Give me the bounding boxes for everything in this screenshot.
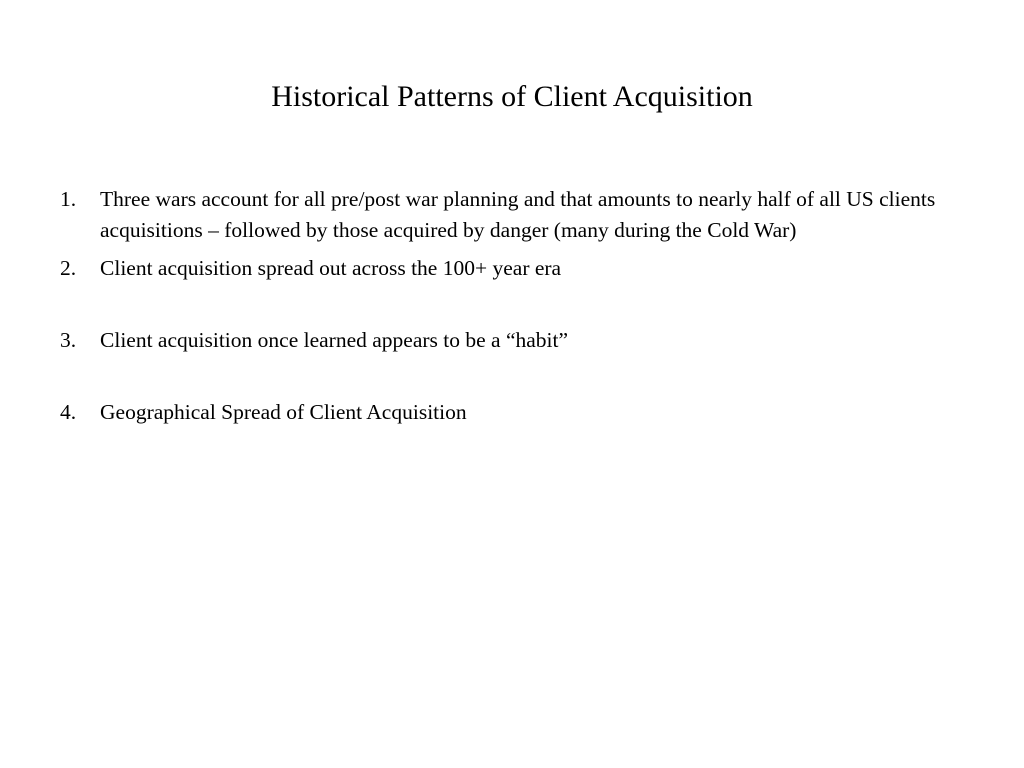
list-item [60, 253, 970, 284]
list-item [60, 325, 970, 356]
slide-title: Historical Patterns of Client Acquisition [271, 80, 753, 113]
list-item-number: 4. [60, 400, 77, 424]
list-item-text: Three wars account for all pre/post war planning and that amounts to nearly half of all US clients acquisitions – followed by those acquired by danger (many during the Cold War) [100, 187, 936, 242]
list-item-text: Client acquisition spread out across the 100+ year era [100, 256, 562, 280]
list-item-number: 1. [60, 187, 77, 211]
list-item-number: 2. [60, 256, 77, 280]
numbered-list [60, 184, 970, 428]
list-item-text: Client acquisition once learned appears to be a “habit” [100, 328, 569, 352]
list-item-text: Geographical Spread of Client Acquisition [100, 400, 467, 424]
list-item [60, 397, 970, 428]
list-item-number: 3. [60, 328, 77, 352]
list-item [60, 184, 970, 246]
